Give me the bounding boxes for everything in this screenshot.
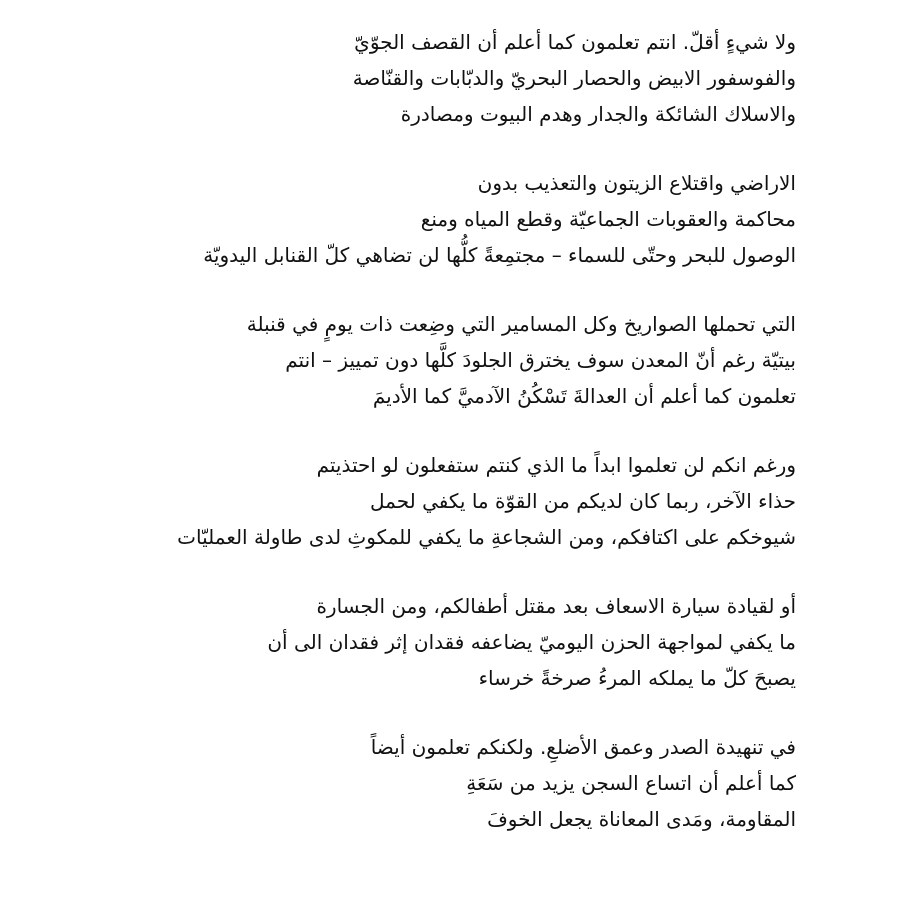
poem-line: والاسلاك الشائكة والجدار وهدم البيوت ومصادرة [400,102,796,126]
poem-line: ما يكفي لمواجهة الحزن اليوميّ يضاعفه فقدان إثر فقدان الى أن [267,630,796,654]
stanza-2 [96,165,796,273]
poem-line: الاراضي واقتلاع الزيتون والتعذيب بدون [477,171,796,195]
poem-line: أو لقيادة سيارة الاسعاف بعد مقتل أطفالكم، ومن الجسارة [316,594,796,618]
poem-line: الوصول للبحر وحتّى للسماء – مجتمِعةً كلُّها لن تضاهي كلّ القنابل اليدويّة [203,243,796,267]
poem-text [96,24,796,870]
poem-line: ولا شيءٍ أقلّ. انتم تعلمون كما أعلم أن القصف الجوّيّ [354,30,796,54]
stanza-4 [96,447,796,555]
poem-line: كما أعلم أن اتساع السجن يزيد من سَعَةِ [466,771,796,795]
stanza-6 [96,729,796,837]
stanza-3 [96,306,796,414]
poem-line: حذاء الآخر، ربما كان لديكم من القوّة ما يكفي لحمل [370,489,796,513]
poem-line: محاكمة والعقوبات الجماعيّة وقطع المياه ومنع [420,207,796,231]
poem-line: والفوسفور الابيض والحصار البحريّ والدبّابات والقنّاصة [352,66,796,90]
poem-line: في تنهيدة الصدر وعمق الأضلعِ. ولكنكم تعلمون أيضاً [370,735,796,759]
poem-line: المقاومة، ومَدى المعاناة يجعل الخوفَ [487,807,796,831]
poem-line: التي تحملها الصواريخ وكل المسامير التي وضِعت ذات يومٍ في قنبلة [246,312,796,336]
poem-line: تعلمون كما أعلم أن العدالةَ تَسْكُنُ الآدميَّ كما الأديمَ [372,384,796,408]
stanza-5 [96,588,796,696]
stanza-1 [96,24,796,132]
poem-line: ورغم انكم لن تعلموا ابداً ما الذي كنتم ستفعلون لو احتذيتم [316,453,796,477]
poem-line: يصبحَ كلّ ما يملكه المرءُ صرخةً خرساء [478,666,796,690]
poem-line: بيتيّة رغم أنّ المعدن سوف يخترق الجلودَ كلَّها دون تمييز – انتم [285,348,796,372]
poem-line: شيوخكم على اكتافكم، ومن الشجاعةِ ما يكفي للمكوثِ لدى طاولة العمليّات [177,525,796,549]
